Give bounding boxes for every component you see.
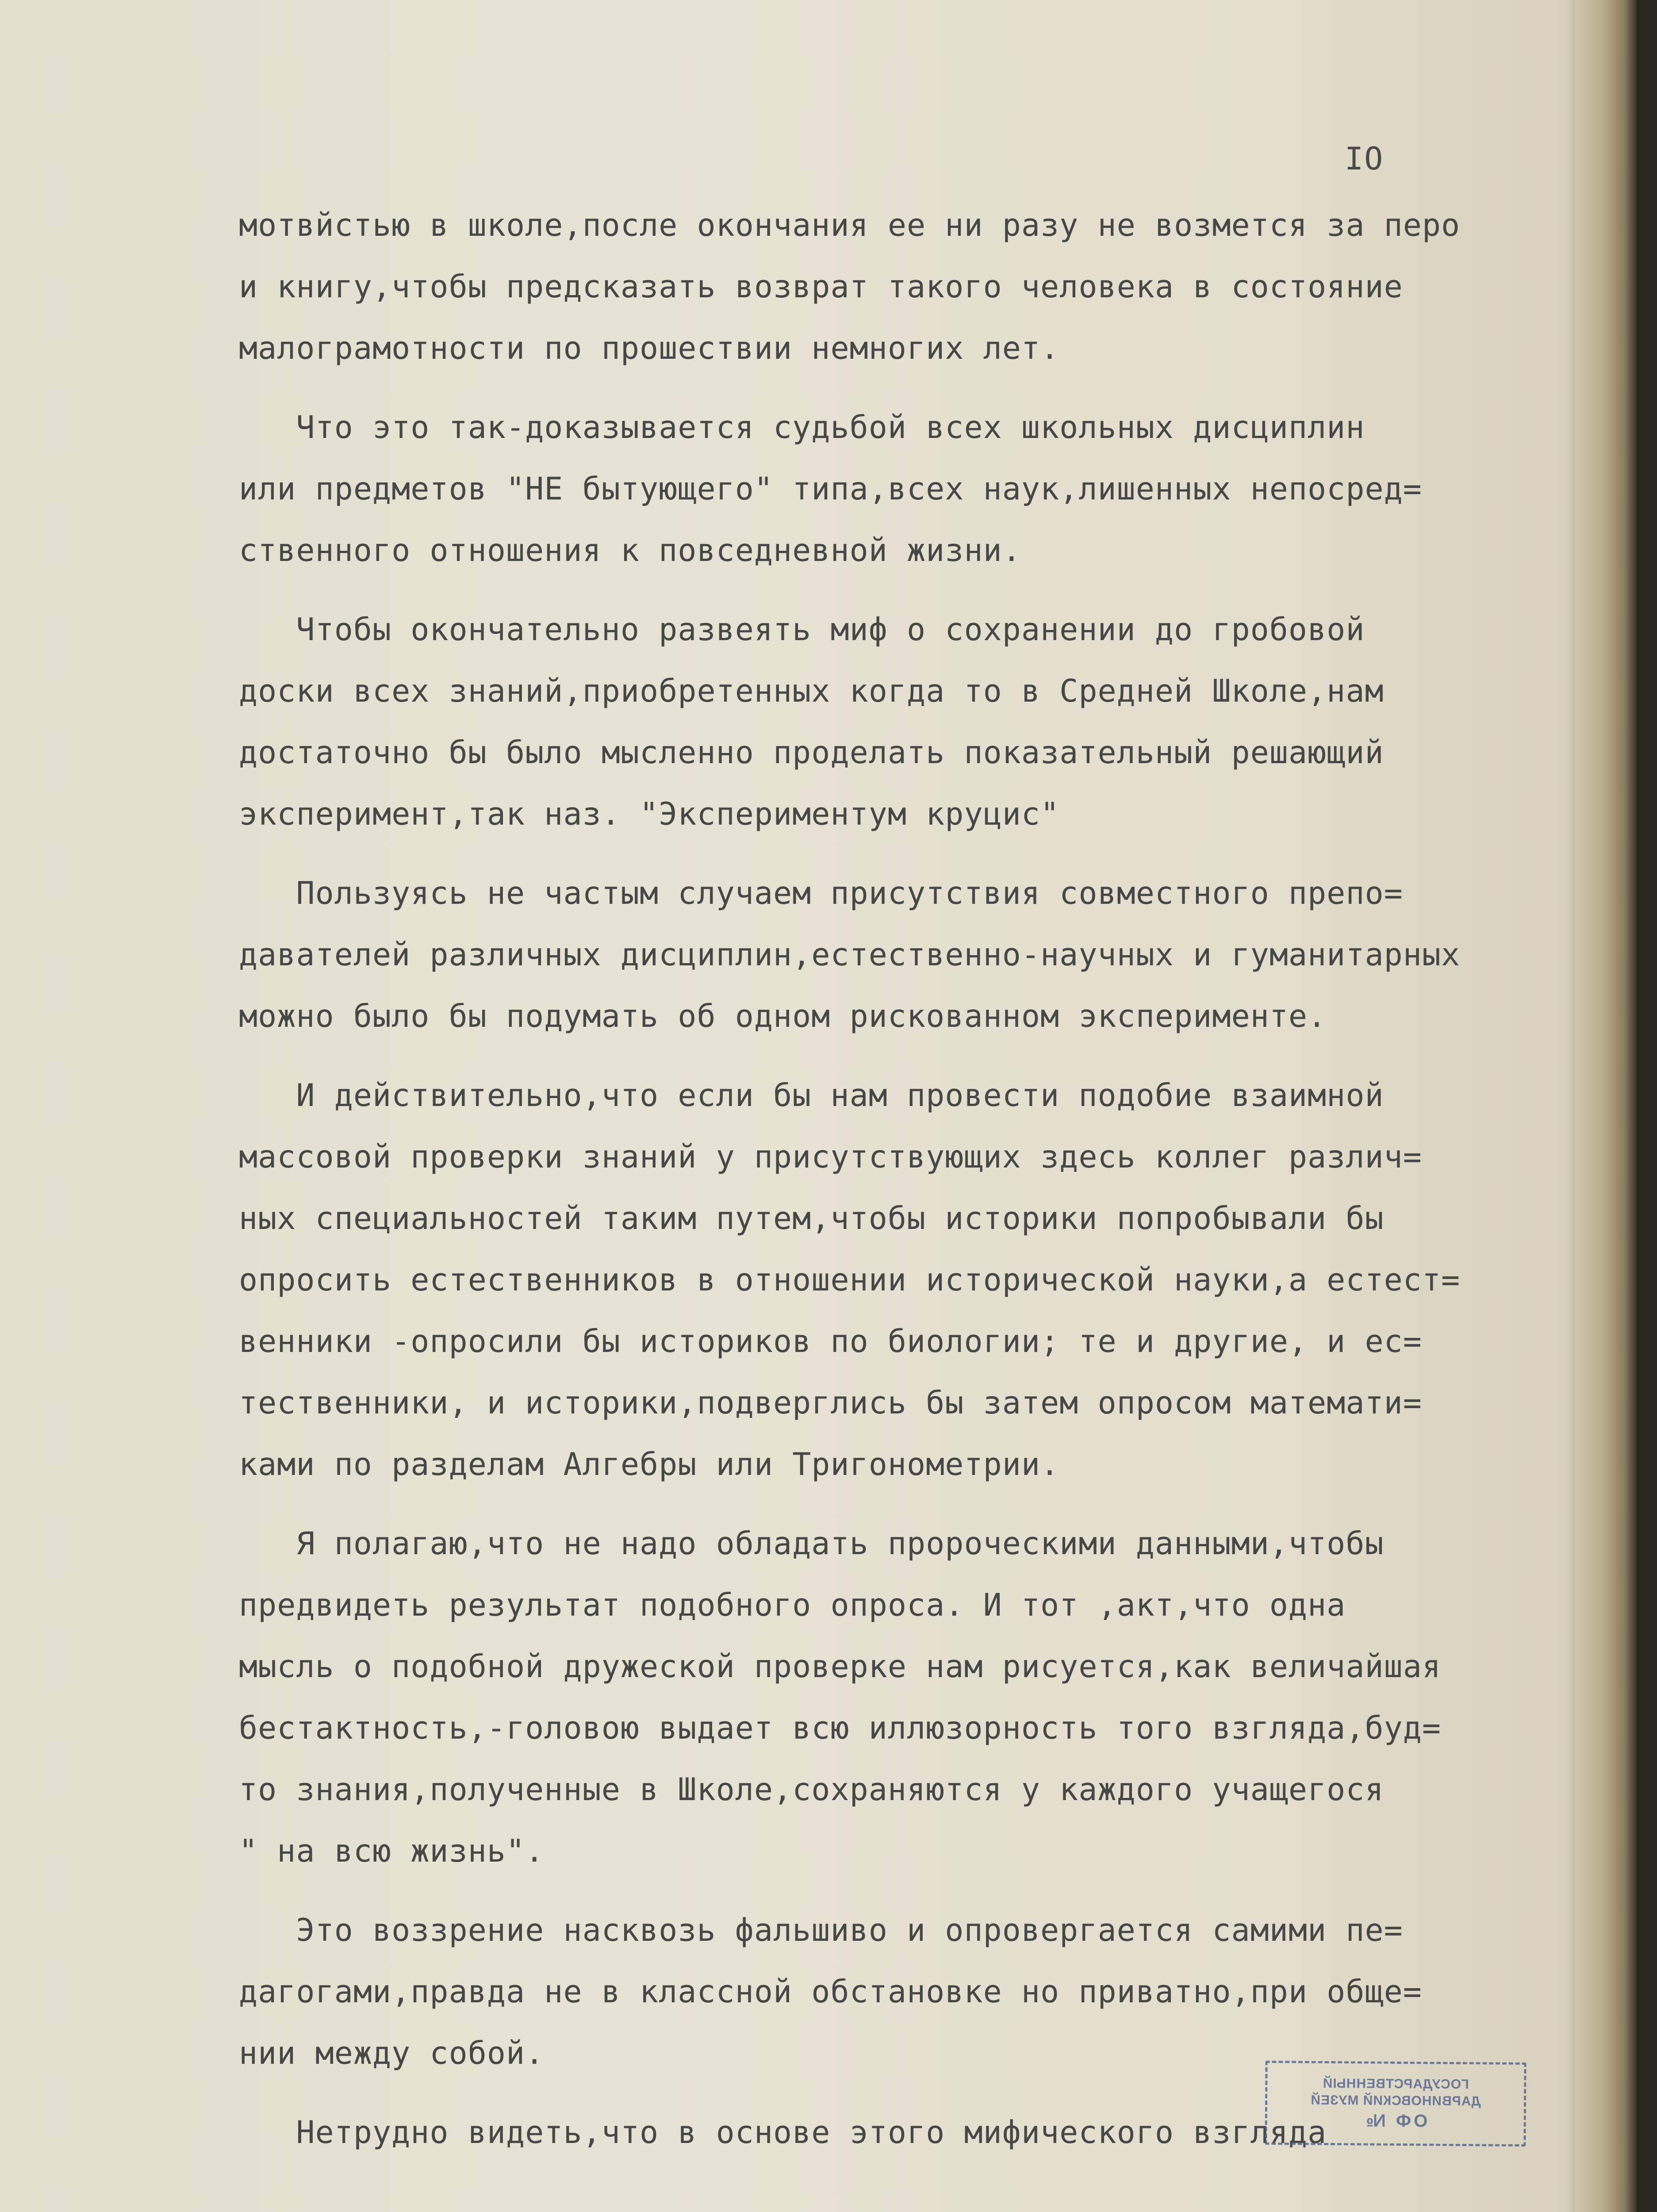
- underlying-pages-edge: [1575, 0, 1637, 2212]
- text-line: эксперимент,так наз. "Экспериментум круцис": [239, 796, 1060, 832]
- text-line: то знания,полученные в Школе,сохраняются у каждого учащегося: [239, 1771, 1384, 1808]
- paragraph: [239, 195, 1544, 379]
- text-line: венники -опросили бы историков по биологии; те и другие, и ес=: [239, 1323, 1422, 1359]
- paragraph-gap: [239, 581, 1544, 599]
- text-line: массовой проверки знаний у присутствующих здесь коллег различ=: [239, 1139, 1422, 1175]
- paragraph-gap: [239, 379, 1544, 397]
- stamp-line-3: ОФ №: [1363, 2110, 1428, 2131]
- text-line: Что это так-доказывается судьбой всех школьных дисциплин: [239, 409, 1365, 445]
- paragraph: [239, 863, 1544, 1047]
- text-line: " на всю жизнь".: [239, 1833, 545, 1869]
- text-line: И действительно,что если бы нам провести подобие взаимной: [239, 1077, 1384, 1114]
- text-line: бестактность,-головою выдает всю иллюзорность того взгляда,буд=: [239, 1710, 1442, 1746]
- text-line: Я полагаю,что не надо обладать пророческими данными,чтобы: [239, 1525, 1384, 1562]
- paragraph-gap: [239, 1882, 1544, 1900]
- text-line: Нетрудно видеть,что в основе этого мифического взгляда: [239, 2114, 1327, 2151]
- text-line: малограмотности по прошествии немногих лет.: [239, 330, 1060, 366]
- museum-stamp: [1265, 2061, 1526, 2147]
- paragraph-gap: [239, 1047, 1544, 1065]
- text-line: нии между собой.: [239, 2035, 545, 2071]
- paragraph-gap: [239, 1495, 1544, 1513]
- paragraph: [239, 397, 1544, 581]
- stamp-line-2: ДАРВИНОВСКИЙ МУЗЕЙ: [1310, 2093, 1481, 2108]
- text-line: предвидеть результат подобного опроса. И тот ,акт,что одна: [239, 1587, 1346, 1623]
- text-line: Пользуясь не частым случаем присутствия совместного препо=: [239, 875, 1403, 911]
- page-number: IO: [1345, 141, 1384, 177]
- text-line: дагогами,правда не в классной обстановке но приватно,при обще=: [239, 1974, 1422, 2010]
- text-line: доски всех знаний,приобретенных когда то в Средней Школе,нам: [239, 673, 1384, 709]
- text-line: ственного отношения к повседневной жизни.: [239, 532, 1021, 568]
- text-line: Чтобы окончательно развеять миф о сохранении до гробовой: [239, 611, 1365, 648]
- text-line: тественники, и историки,подверглись бы затем опросом математи=: [239, 1385, 1422, 1421]
- typewritten-body: [239, 195, 1544, 2163]
- paragraph: [239, 1065, 1544, 1495]
- text-line: и книгу,чтобы предсказать возврат такого человека в состояние: [239, 269, 1403, 305]
- text-line: давателей различных дисциплин,естественно-научных и гуманитарных: [239, 937, 1461, 973]
- text-line: или предметов "НЕ бытующего" типа,всех наук,лишенных непосред=: [239, 471, 1422, 507]
- text-line: Это воззрение насквозь фальшиво и опровергается самими пе=: [239, 1912, 1403, 1948]
- paragraph-gap: [239, 845, 1544, 863]
- stamp-line-1: ГОСУДАРСТВЕННЫЙ: [1322, 2076, 1469, 2092]
- text-line: опросить естественников в отношении исторической науки,а естест=: [239, 1262, 1461, 1298]
- paragraph: [239, 599, 1544, 845]
- text-line: можно было бы подумать об одном рискованном эксперименте.: [239, 998, 1327, 1034]
- paragraph: [239, 1900, 1544, 2084]
- text-line: мысль о подобной дружеской проверке нам рисуется,как величайшая: [239, 1648, 1442, 1685]
- text-line: мотвйстью в школе,после окончания ее ни разу не возмется за перо: [239, 207, 1461, 243]
- text-line: ных специальностей таким путем,чтобы историки попробывали бы: [239, 1200, 1384, 1237]
- text-line: ками по разделам Алгебры или Тригонометрии.: [239, 1446, 1060, 1482]
- paragraph: [239, 1513, 1544, 1882]
- text-line: достаточно бы было мысленно проделать показательный решающий: [239, 734, 1384, 771]
